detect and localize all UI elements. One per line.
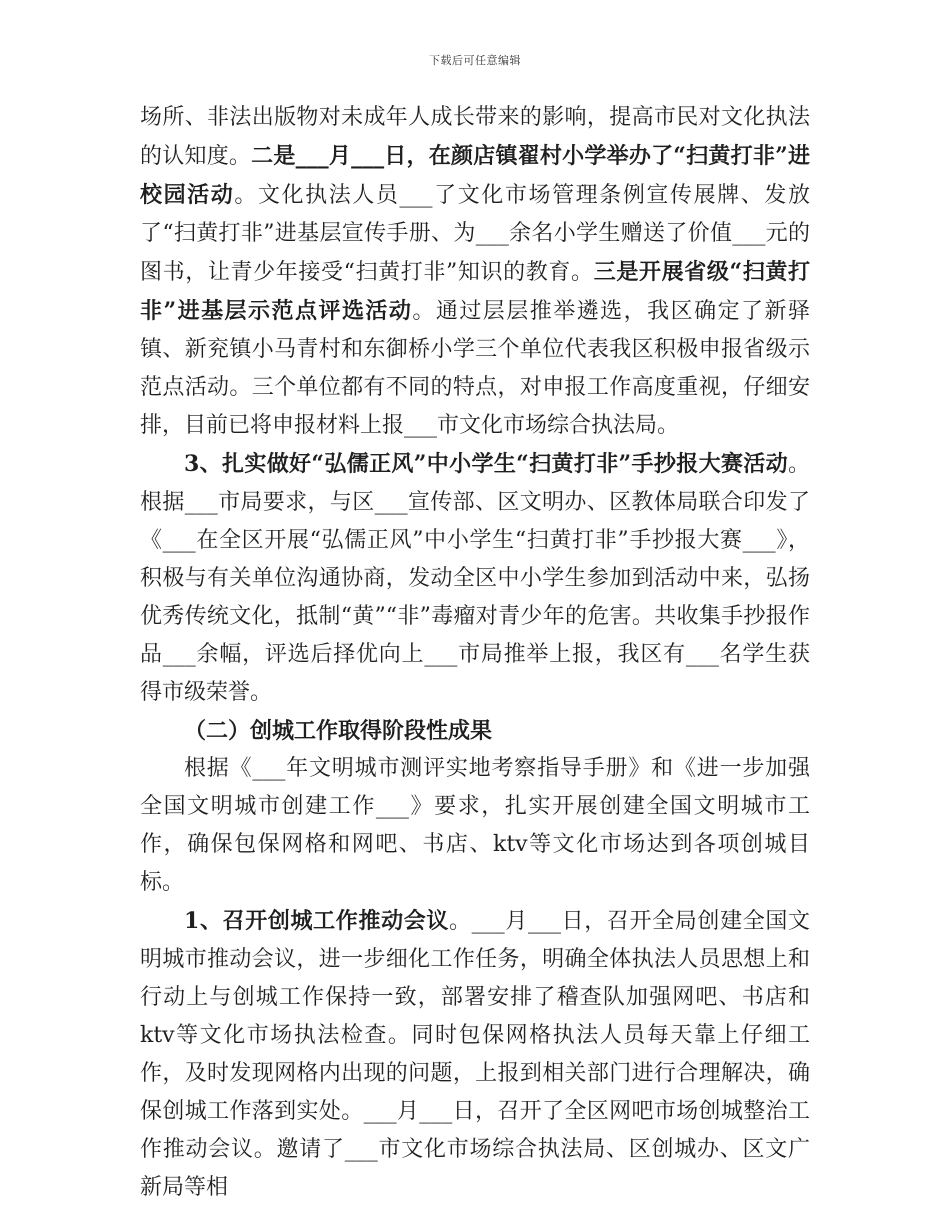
text-run: 。通过层层推举遴选，我区确定了新驿镇、新兖镇小马青村和东御桥小学三个单位代表我区积极申报省级示范点活动。三个单位都有不同的特点，对申报工作高度重视，仔细安排，目前已将申报材料上报___市文化市场综合执法局。 [140, 299, 810, 438]
paragraph-3 [140, 750, 810, 902]
paragraph-1 [140, 99, 810, 445]
text-run: 场所、非法出版物对未成年人成长带来的影响，提高市民对文化执法的认知度。 [140, 105, 810, 169]
text-run: 。文化执法人员___了文化市场管理条例宣传展牌、发放了“扫黄打非”进基层宣传手册、为___余名小学生赠送了价值___元的图书，让青少年接受“扫黄打非”知识的教育。 [140, 183, 810, 285]
bold-text-run: 3、扎实做好“弘儒正风”中小学生“扫黄打非”手抄报大赛活动 [184, 451, 788, 477]
bold-text-run: 三是开展省级“扫黄打非”进基层示范点评选活动 [140, 259, 810, 324]
text-run: 。根据___市局要求，与区___宣传部、区文明办、区教体局联合印发了《___在全区开展“弘儒正风”中小学生“扫黄打非”手抄报大赛___》，积极与有关单位沟通协商，发动全区中小学生参加到活动中来，弘扬优秀传统文化，抵制“黄”“非”毒瘤对青少年的危害。共收集手抄报作品___余幅，评选后择优向上___市局推举上报，我区有___名学生获得市级荣誉。 [140, 452, 810, 705]
text-run: 。___月___日，召开全局创建全国文明城市推动会议，进一步细化工作任务，明确全体执法人员思想上和行动上与创城工作保持一致，部署安排了稽查队加强网吧、书店和ktv等文化市场执法检查。同时包保网格执法人员每天靠上仔细工作，及时发现网格内出现的问题，上报到相关部门进行合理解决，确保创城工作落到实处。___月___日，召开了全区网吧市场创城整治工作推动会议。邀请了___市文化市场综合执法局、区创城办、区文广新局等相 [140, 909, 810, 1200]
text-run: 根据《___年文明城市测评实地考察指导手册》和《进一步加强全国文明城市创建工作___》要求，扎实开展创建全国文明城市工作，确保包保网格和网吧、书店、ktv等文化市场达到各项创城目标。 [140, 756, 810, 895]
document-body [140, 99, 810, 1207]
page-header: 下载后可任意编辑 [429, 54, 521, 67]
bold-text-run: 二是___月___日，在颜店镇翟村小学举办了“扫黄打非”进校园活动 [140, 143, 810, 208]
paragraph-4 [140, 902, 810, 1207]
section-heading: （二）创城工作取得阶段性成果 [184, 718, 493, 744]
paragraph-2 [140, 445, 810, 712]
bold-text-run: 1、召开创城工作推动会议 [184, 908, 450, 934]
